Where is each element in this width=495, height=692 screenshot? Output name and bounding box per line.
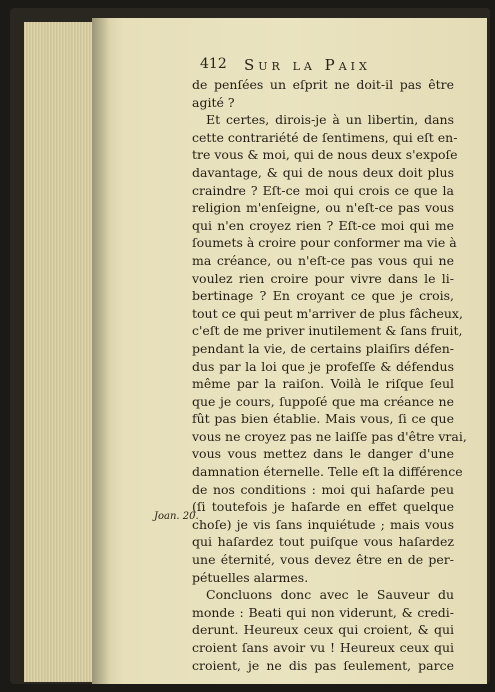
text-line: craindre ? Eſt-ce moi qui crois ce que la (192, 182, 454, 198)
text-line: monde : Beati qui non viderunt, & credi- (192, 604, 454, 620)
text-line: fût pas bien établie. Mais vous, ſi ce que (192, 411, 454, 427)
text-line: Concluons donc avec le Sauveur du (206, 587, 454, 603)
text-line: croient, je ne dis pas ſeulement, parce (192, 657, 454, 673)
text-line: voulez rien croire pour vivre dans le li- (192, 270, 454, 286)
text-line: tre vous & moi, qui de nous deux s'expoſe (192, 147, 458, 163)
text-line: davantage, & qui de nous deux doit plus (192, 164, 454, 180)
text-line: une éternité, vous devez être en de per- (192, 552, 454, 568)
text-line: croient ſans avoir vu ! Heureux ceux qui (192, 640, 454, 655)
text-line: qui n'en croyez rien ? Eſt-ce moi qui me (192, 217, 454, 233)
text-line: dus par la loi que je profeſſe & défendus (192, 358, 454, 374)
text-line: que je cours, ſuppoſé que ma créance ne (192, 393, 454, 409)
page-header (200, 56, 480, 76)
text-line: vous vous mettez dans le danger d'une (192, 446, 454, 462)
text-line: pétuelles alarmes. (192, 569, 309, 585)
text-line: de nos conditions : moi qui haſarde peu (192, 481, 454, 497)
text-line: religion m'enſeigne, ou n'eſt-ce pas vous (192, 200, 454, 216)
text-line: c'eſt de me priver inutilement & ſans fruit, (192, 323, 463, 339)
text-line: ſoumets à croire pour conformer ma vie à (192, 235, 457, 251)
text-line: bertinage ? En croyant ce que je crois, (192, 288, 454, 304)
page-stack (24, 22, 96, 682)
text-line: cette contrariété de ſentimens, qui eſt en- (192, 129, 458, 145)
text-line: tout ce qui peut m'arriver de plus fâcheux, (192, 305, 463, 321)
text-line: (ſi toutefois je haſarde en effet quelque (192, 499, 454, 515)
text-line: de penſées un eſprit ne doit-il pas être (192, 77, 454, 92)
text-line: pendant la vie, de certains plaiſirs défen- (192, 340, 454, 356)
text-line: ma créance, ou n'eſt-ce pas vous qui ne (192, 252, 454, 268)
text-line: même par la raiſon. Voilà le riſque ſeul (192, 376, 454, 392)
text-line: qui haſardez tout puiſque vous haſardez (192, 534, 454, 550)
gutter-shadow (92, 18, 110, 684)
text-line: damnation éternelle. Telle eſt la différence (192, 464, 463, 480)
text-line: choſe) je vis ſans inquiétude ; mais vous (192, 516, 454, 532)
text-line: Et certes, dirois-je à un libertin, dans (206, 112, 454, 128)
text-line: derunt. Heureux ceux qui croient, & qui (192, 622, 454, 638)
body-text (192, 76, 467, 674)
margin-note: Joan. 20. (154, 511, 199, 522)
page-number: 412 (200, 56, 227, 72)
text-line: agité ? (192, 94, 235, 110)
text-line: vous ne croyez pas ne laiſſe pas d'être vrai, (192, 428, 467, 444)
running-title: Sur la Paix (244, 56, 371, 74)
